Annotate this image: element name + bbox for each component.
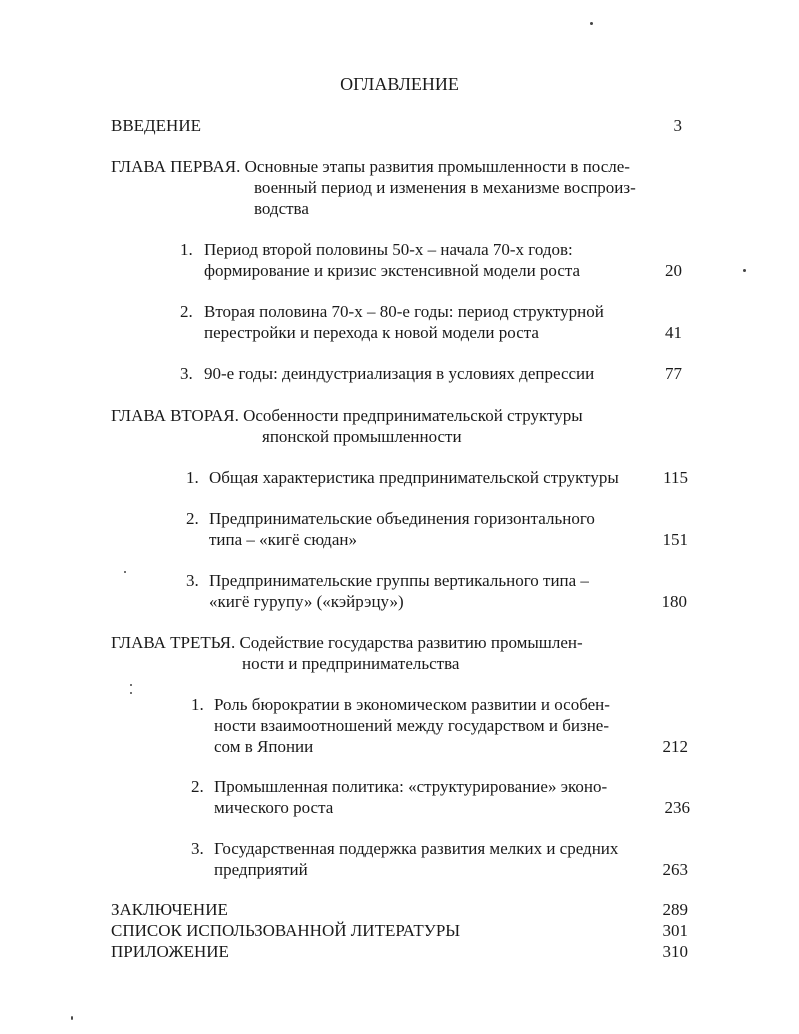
section-number: 2. [186,509,199,528]
section-title-line: 90-е годы: деиндустриализация в условиях депрессии [204,364,595,383]
chapter1-label: ГЛАВА ПЕРВАЯ. [111,157,241,176]
section-title-line: «кигё гурупу» («кэйрэцу») [209,592,404,611]
section-title-line: Предпринимательские объединения горизонтального [209,509,595,528]
chapter1-title-line: Основные этапы развития промышленности в после- [244,157,630,176]
scan-speck [71,1016,73,1020]
scan-speck [130,692,132,694]
section-number: 2. [191,777,204,796]
section-title-line: ности взаимоотношений между государством и бизне- [214,716,610,735]
chapter1-title-line: военный период и изменения в механизме воспроиз- [254,178,636,197]
chapter3-title-line: ности и предпринимательства [242,654,460,673]
chapter2-heading [111,405,583,426]
chapter2-title-line: Особенности предпринимательской структуры [243,406,583,425]
section-title-line: Роль бюрократии в экономическом развитии и особен- [214,695,610,714]
section-title-line: типа – «кигё сюдан» [209,530,357,549]
section-title-line: Государственная поддержка развития мелких и средних [214,839,619,858]
section-page: 41 [665,323,682,342]
section-page: 151 [662,530,688,549]
conclusion-page: 289 [662,900,688,919]
section-page: 263 [662,860,688,879]
section-title-line: Предпринимательские группы вертикального типа – [209,571,589,590]
chapter3-label: ГЛАВА ТРЕТЬЯ. [111,633,236,652]
scan-speck [130,684,132,686]
section-number: 1. [180,240,193,259]
section-title-line: Вторая половина 70-х – 80-е годы: период структурной [204,302,604,321]
chapter2-title-line: японской промышленности [262,427,462,446]
section-number: 1. [186,468,199,487]
scan-speck [124,571,126,573]
section-title-line: Период второй половины 50-х – начала 70-х годов: [204,240,573,259]
section-number: 1. [191,695,204,714]
section-number: 3. [191,839,204,858]
section-title-line: формирование и кризис экстенсивной модели роста [204,261,581,280]
conclusion-label: ЗАКЛЮЧЕНИЕ [111,900,228,919]
section-page: 115 [663,468,688,487]
chapter1-title-line: водства [254,199,309,218]
section-number: 3. [186,571,199,590]
page-title: ОГЛАВЛЕНИЕ [340,74,459,94]
chapter2-label: ГЛАВА ВТОРАЯ. [111,406,239,425]
section-number: 2. [180,302,193,321]
appendix-label: ПРИЛОЖЕНИЕ [111,942,229,961]
appendix-page: 310 [662,942,688,961]
chapter3-heading [111,632,583,653]
bibliography-page: 301 [662,921,688,940]
chapter1-heading [111,156,630,177]
scan-speck [590,22,593,25]
section-page: 212 [662,737,688,756]
bibliography-label: СПИСОК ИСПОЛЬЗОВАННОЙ ЛИТЕРАТУРЫ [111,921,461,940]
chapter3-title-line: Содействие государства развитию промышлен- [239,633,583,652]
section-page: 77 [665,364,682,383]
section-page: 20 [665,261,682,280]
section-title-line: предприятий [214,860,308,879]
intro-page: 3 [673,116,682,135]
section-page: 236 [664,798,690,817]
section-page: 180 [661,592,687,611]
scan-speck [743,269,746,272]
section-title-line: мического роста [214,798,334,817]
section-title-line: перестройки и перехода к новой модели роста [204,323,539,342]
section-title-line: Промышленная политика: «структурирование» эконо- [214,777,608,796]
section-number: 3. [180,364,193,383]
intro-label: ВВЕДЕНИЕ [111,116,201,135]
section-title-line: сом в Японии [214,737,314,756]
section-title-line: Общая характеристика предпринимательской структуры [209,468,619,487]
